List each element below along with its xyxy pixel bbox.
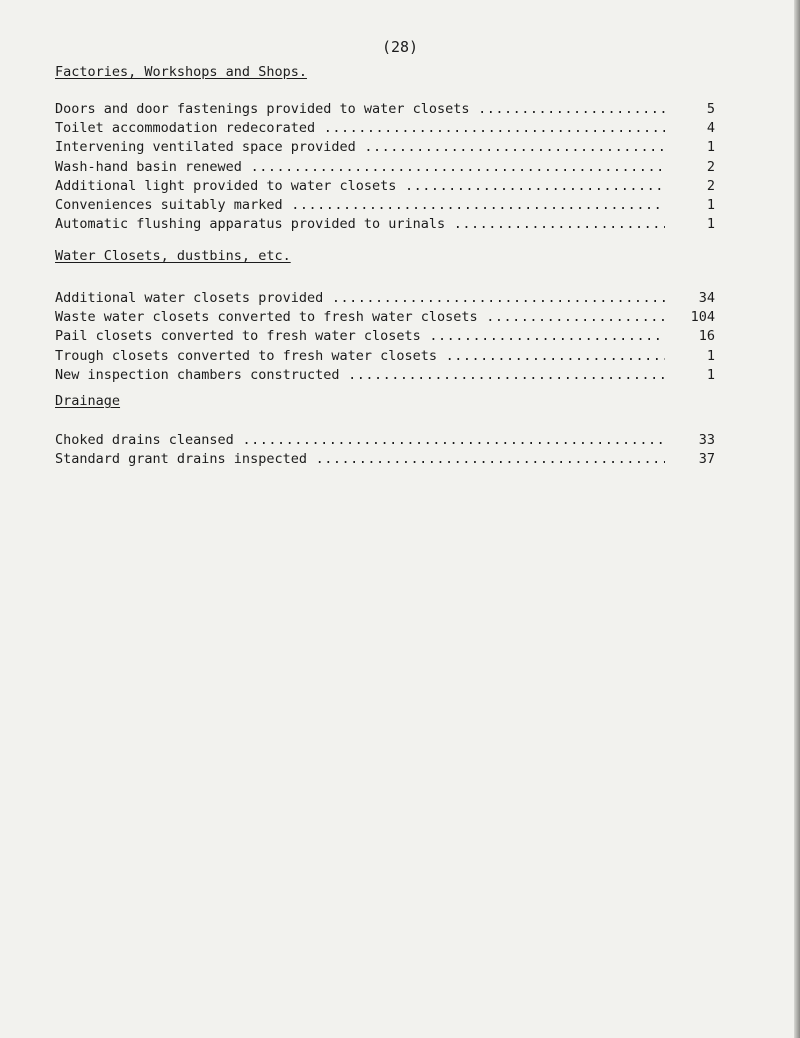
item-label: Automatic flushing apparatus provided to urinals .....: [55, 215, 665, 234]
list-item: [55, 196, 715, 215]
item-label: Trough closets converted to fresh water closets .....: [55, 347, 665, 366]
list-item: [55, 289, 715, 308]
item-value: 33: [698, 432, 715, 448]
item-value: 34: [698, 290, 715, 306]
item-value: 2: [706, 158, 715, 175]
item-label: Intervening ventilated space provided .....: [55, 138, 665, 157]
item-value: 1: [706, 366, 715, 383]
section-heading-drainage: Drainage: [55, 393, 121, 409]
item-label: Conveniences suitably marked .....: [55, 196, 665, 215]
item-value: 4: [706, 120, 715, 137]
list-item: [55, 347, 715, 366]
list-item: [55, 138, 715, 157]
page-edge-shadow: [794, 0, 800, 1038]
item-label: Wash-hand basin renewed .....: [55, 158, 665, 177]
list-item: [55, 450, 715, 469]
item-value: 1: [706, 216, 715, 233]
list-item: [55, 100, 715, 119]
item-value: 16: [698, 328, 715, 345]
list-item: [55, 308, 715, 327]
item-label: Choked drains cleansed .....: [55, 431, 665, 450]
list-item: [55, 119, 715, 138]
item-value: 1: [706, 139, 715, 156]
item-value: 2: [706, 177, 715, 194]
list-item: [55, 158, 715, 177]
page-number: (28): [381, 38, 419, 56]
item-value: 37: [698, 451, 715, 468]
section-heading-water-closets: Water Closets, dustbins, etc.: [55, 248, 291, 264]
item-label: Waste water closets converted to fresh water closets .....: [55, 308, 665, 327]
page-title: Factories, Workshops and Shops.: [55, 64, 307, 80]
item-value: 5: [706, 101, 715, 117]
item-label: Pail closets converted to fresh water closets .....: [55, 327, 665, 346]
list-item: [55, 431, 715, 450]
section-water-closets: [55, 289, 715, 385]
item-label: Doors and door fastenings provided to water closets .....: [55, 100, 665, 119]
item-label: Additional water closets provided .....: [55, 289, 665, 308]
list-item: [55, 327, 715, 346]
section-drainage: [55, 431, 715, 469]
item-value: 104: [690, 309, 715, 326]
item-label: Toilet accommodation redecorated .....: [55, 119, 665, 138]
item-label: New inspection chambers constructed .....: [55, 366, 665, 385]
item-label: Standard grant drains inspected .....: [55, 450, 665, 469]
item-value: 1: [706, 347, 715, 364]
list-item: [55, 366, 715, 385]
item-label: Additional light provided to water closets .....: [55, 177, 665, 196]
section-factories: [55, 100, 715, 234]
list-item: [55, 177, 715, 196]
item-value: 1: [706, 196, 715, 213]
list-item: [55, 215, 715, 234]
